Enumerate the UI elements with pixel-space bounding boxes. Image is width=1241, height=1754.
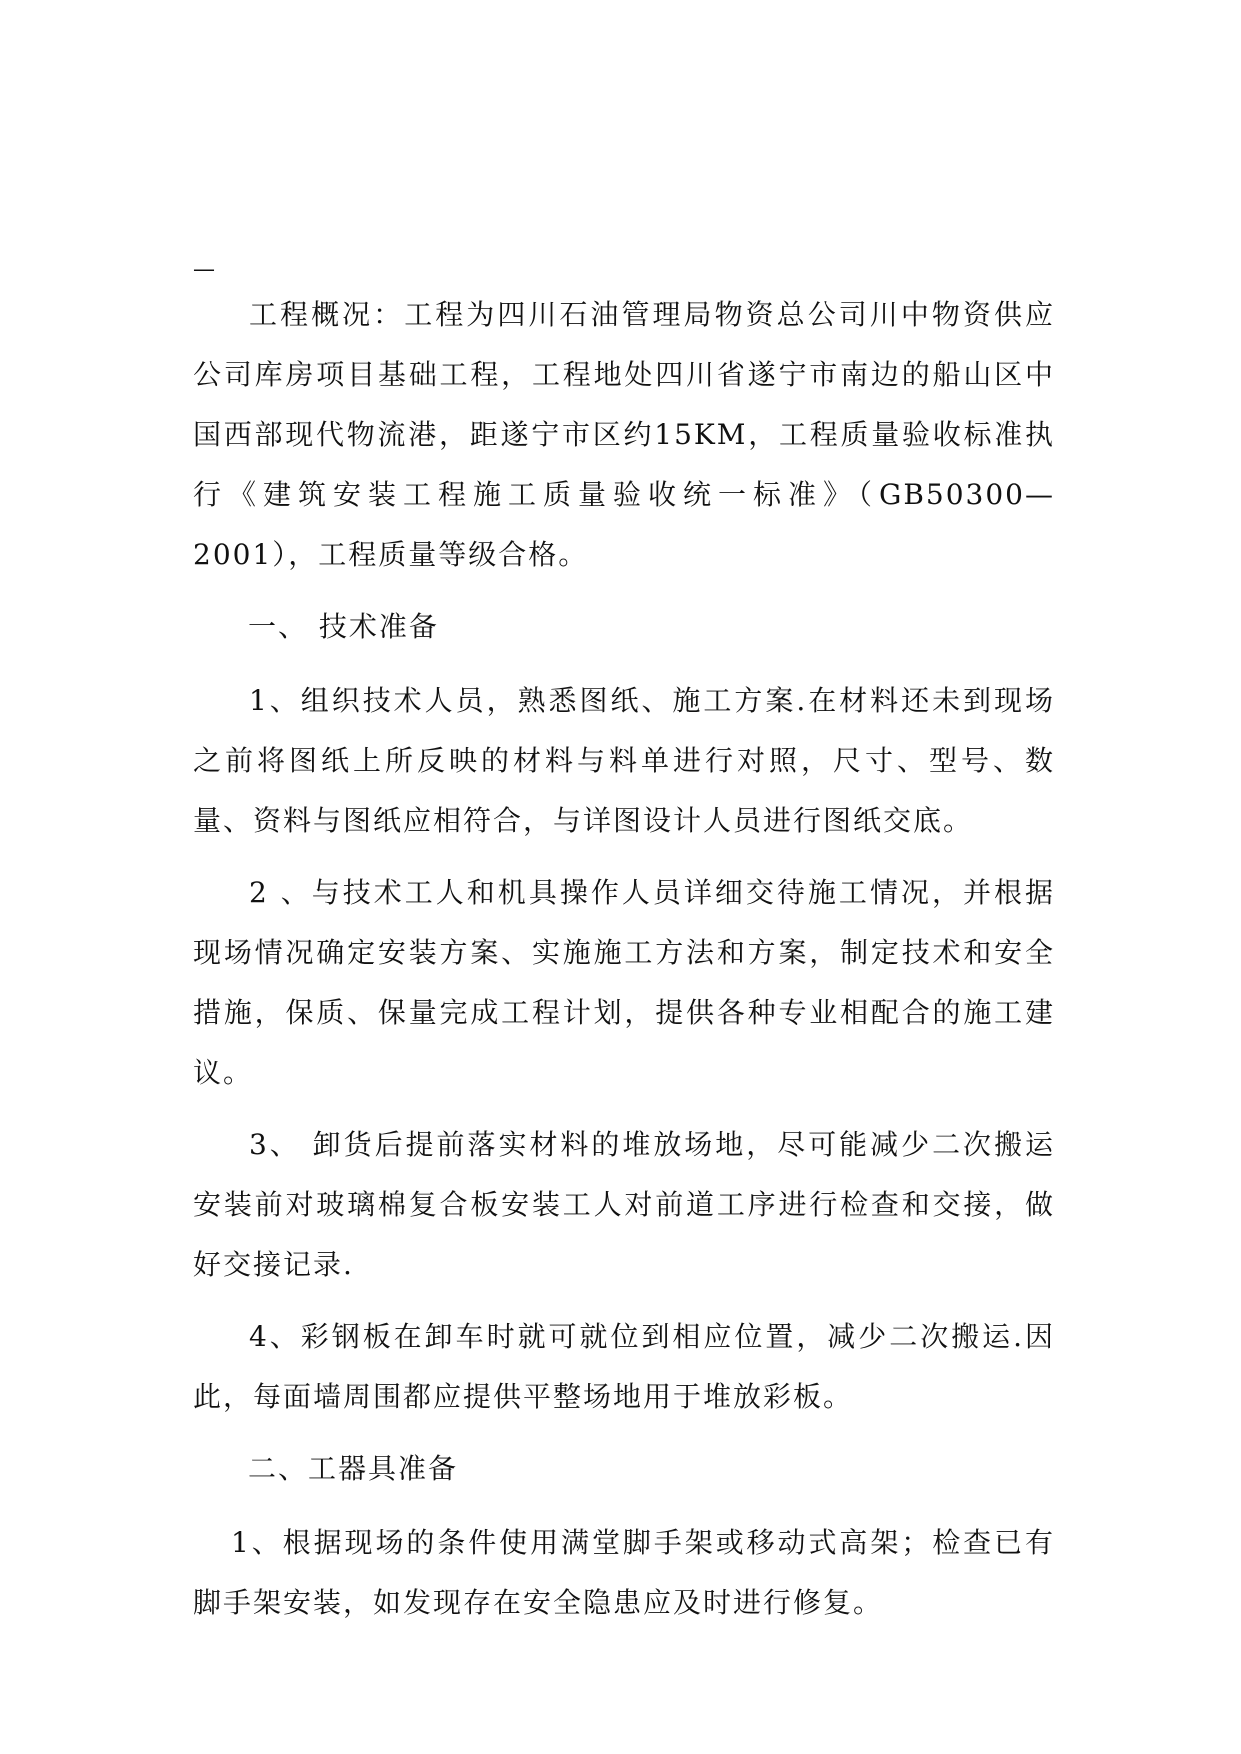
section-1-item-2: 2 、与技术工人和机具操作人员详细交待施工情况，并根据现场情况确定安装方案、实施施工方法和方案，制定技术和安全措施，保质、保量完成工程计划，提供各种专业相配合的施工建议。 <box>193 876 1055 1089</box>
section-1-item-1: 1、组织技术人员，熟悉图纸、施工方案.在材料还未到现场之前将图纸上所反映的材料与料单进行对照，尺寸、型号、数量、资料与图纸应相符合，与详图设计人员进行图纸交底。 <box>193 684 1055 837</box>
section-1-item-4: 4、彩钢板在卸车时就可就位到相应位置，减少二次搬运.因此，每面墙周围都应提供平整场地用于堆放彩板。 <box>193 1320 1055 1413</box>
section-1-item-3: 3、 卸货后提前落实材料的堆放场地，尽可能减少二次搬运安装前对玻璃棉复合板安装工人对前道工序进行检查和交接，做好交接记录. <box>193 1128 1055 1281</box>
section-1-heading: 一、 技术准备 <box>248 610 439 643</box>
section-2-item-1: 1、根据现场的条件使用满堂脚手架或移动式高架；检查已有脚手架安装，如发现存在安全隐患应及时进行修复。 <box>193 1526 1055 1619</box>
section-2-heading: 二、工器具准备 <box>248 1452 459 1485</box>
overview-paragraph: 工程概况：工程为四川石油管理局物资总公司川中物资供应公司库房项目基础工程，工程地处四川省遂宁市南边的船山区中国西部现代物流港，距遂宁市区约15KM，工程质量验收标准执行《建筑安装工程施工质量验收统一标准》（GB50300—2001），工程质量等级合格。 <box>193 298 1055 571</box>
top-dash: — <box>193 257 215 282</box>
document-body <box>193 285 1055 1645</box>
